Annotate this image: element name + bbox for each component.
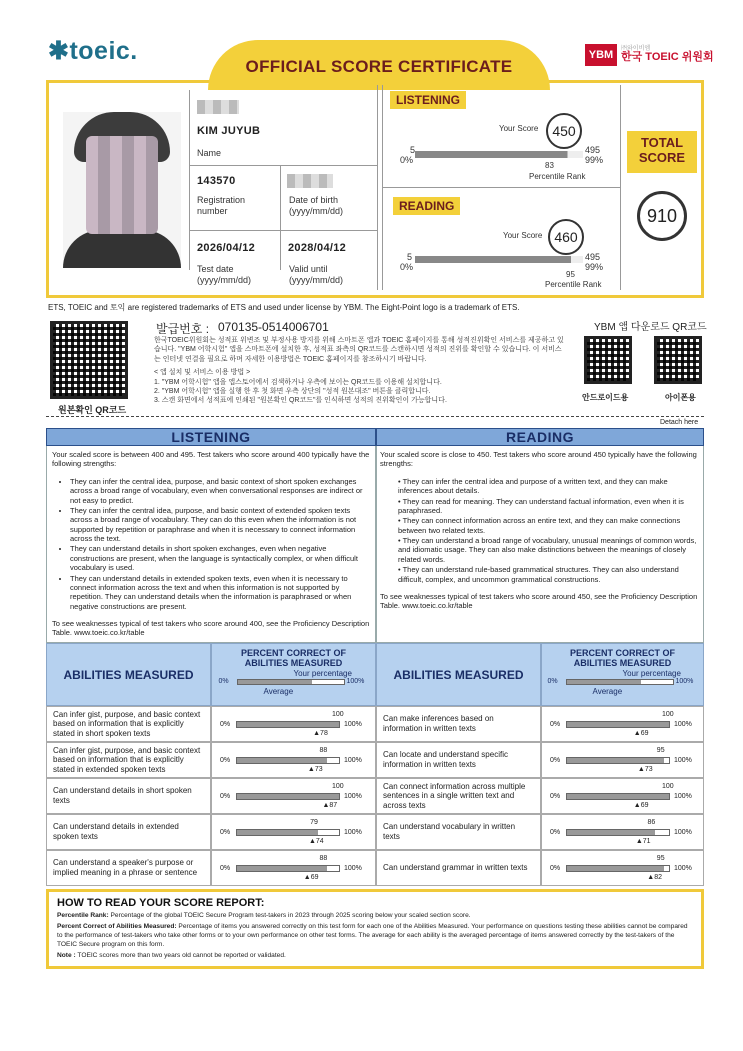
ability-bar-fill xyxy=(567,830,655,835)
candidate-name: KIM JUYUB xyxy=(197,125,261,137)
average-value: ▲73 xyxy=(307,766,323,773)
iphone-label: 아이폰용 xyxy=(665,393,696,402)
ability-bar xyxy=(236,721,340,728)
graph-hundred: 100% xyxy=(344,829,362,836)
graph-zero: 0% xyxy=(220,793,231,800)
graph-hundred: 100% xyxy=(674,829,692,836)
legend-average: Average xyxy=(592,686,623,696)
ability-bar-fill xyxy=(567,722,669,727)
average-value: ▲69 xyxy=(633,802,649,809)
how-to-read-panel xyxy=(46,889,704,969)
percentile-rank-label: Percentile Rank: xyxy=(57,912,109,919)
listening-ability-graph xyxy=(211,814,376,850)
graph-hundred: 100% xyxy=(344,865,362,872)
ability-bar xyxy=(236,829,340,836)
service-step-3: 3. 스캔 화면에서 성적표에 인쇄된 "원본확인 QR코드"를 인식하면 성적의 진위확인이 가능합니다. xyxy=(154,397,447,404)
test-date: 2026/04/12 xyxy=(197,242,256,254)
registration-number: 143570 xyxy=(197,175,236,187)
average-number: 73 xyxy=(314,766,323,773)
grid-line xyxy=(382,187,620,188)
ability-bar xyxy=(236,865,340,872)
verification-intro: 한국TOEIC위원회는 성적표 위변조 및 부정사용 방지를 위해 스마트폰 앱과 TOEIC 홈페이지를 통해 성적진위확인 서비스를 제공하고 있습니다. "YBM 어학시험" 앱을 스마트폰에 설치한 후, 성적표 좌측의 QR코드를 스캔하시면 성적의 진위를 확인할 수 있습니다. 이 서비스는 인터넷 연결을 필요로 하며 자세한 이용방법은 TOEIC 홈페이지를 참조하시기 바랍니다. xyxy=(154,337,564,363)
grid-line xyxy=(280,165,281,270)
reading-ability-text: Can connect information across multiple sentences in a single written text and across texts xyxy=(376,778,541,814)
service-step-1: 1. "YBM 어학시험" 앱을 앱스토어에서 검색하거나 우측에 보이는 QR코드를 이용해 설치합니다. xyxy=(154,379,442,386)
grid-line xyxy=(189,230,377,231)
korean-name-blurred xyxy=(197,100,239,114)
listening-ability-text: Can understand details in short spoken texts xyxy=(46,778,211,814)
reading-score-bar xyxy=(415,256,583,263)
reading-ability-text: Can locate and understand specific information in written texts xyxy=(376,742,541,778)
legend-your-percentage: Your percentage xyxy=(622,668,681,678)
ability-bar xyxy=(236,757,340,764)
reading-ability-graph xyxy=(541,742,704,778)
graph-hundred: 100% xyxy=(674,793,692,800)
graph-zero: 0% xyxy=(220,829,231,836)
ability-bar-fill xyxy=(237,758,327,763)
reading-percent-header xyxy=(541,643,704,706)
grid-line xyxy=(377,85,378,290)
average-value: ▲69 xyxy=(633,730,649,737)
app-qr-title: YBM 앱 다운로드 QR코드 xyxy=(594,322,707,333)
listening-percentile: 83 xyxy=(545,161,554,170)
page-title: OFFICIAL SCORE CERTIFICATE xyxy=(208,40,550,90)
reading-ability-text: Can make inferences based on information in written texts xyxy=(376,706,541,742)
total-score-label: TOTAL SCORE xyxy=(627,131,697,173)
your-percentage-value: 86 xyxy=(647,819,656,826)
howto-service-title: < 앱 설치 및 서비스 이용 방법 > xyxy=(154,369,251,376)
reading-strength: • They can understand a broad range of vocabulary, unusual meanings of common words, and idiomatic usage. They can also make distinctions between the meanings of closely related words. xyxy=(398,536,697,564)
valid-until: 2028/04/12 xyxy=(288,242,347,254)
average-number: 69 xyxy=(640,730,649,737)
grid-line xyxy=(189,165,377,166)
ybm-mark: YBM xyxy=(585,44,617,66)
graph-zero: 0% xyxy=(550,757,561,764)
legend-zero: 0% xyxy=(218,677,229,685)
photo-face-pixelated xyxy=(86,136,158,234)
listening-score-bar xyxy=(415,151,583,158)
reading-ability-graph xyxy=(541,706,704,742)
percentile-rank-text: Percentage of the global TOEIC Secure Program test-takers in 2023 through 2025 scoring below your scaled section score. xyxy=(110,912,471,919)
issue-number-label: 발급번호 : xyxy=(156,322,210,336)
average-number: 87 xyxy=(329,802,338,809)
legend-bar xyxy=(566,679,674,685)
your-percentage-value: 100 xyxy=(662,783,674,790)
percent-correct-label: Percent Correct of Abilities Measured: xyxy=(57,922,177,930)
reading-desc-intro: Your scaled score is close to 450. Test takers who score around 450 typically have the following strengths: xyxy=(380,450,697,469)
listening-max: 495 xyxy=(585,145,601,155)
graph-zero: 0% xyxy=(550,721,561,728)
graph-zero: 0% xyxy=(220,865,231,872)
issue-number: 070135-0514006701 xyxy=(218,320,329,334)
legend-your-percentage: Your percentage xyxy=(293,668,352,678)
average-value: ▲74 xyxy=(308,838,324,845)
graph-hundred: 100% xyxy=(674,757,692,764)
average-value: ▲78 xyxy=(313,730,328,737)
graph-zero: 0% xyxy=(550,793,561,800)
listening-score-title: LISTENING xyxy=(390,91,466,109)
detach-line xyxy=(46,416,704,417)
note-text: TOEIC scores more than two years old cannot be reported or validated. xyxy=(77,951,286,959)
reading-min-pct: 0% xyxy=(400,262,414,272)
ability-bar xyxy=(566,865,670,872)
iphone-qr-code[interactable] xyxy=(654,336,702,384)
listening-ability-text: Can infer gist, purpose, and basic context based on information that is explicitly stated in extended spoken texts xyxy=(46,742,211,778)
legend-hundred: 100% xyxy=(346,677,365,685)
note-label: Note : xyxy=(57,951,76,959)
your-percentage-value: 95 xyxy=(656,747,665,754)
your-percentage-value: 100 xyxy=(332,783,344,790)
ability-bar-fill xyxy=(237,830,318,835)
listening-ability-graph xyxy=(211,850,376,886)
average-value: ▲69 xyxy=(303,874,319,881)
reading-ability-graph xyxy=(541,778,704,814)
your-percentage-value: 100 xyxy=(332,711,344,718)
toeic-logo: ✱toeic. xyxy=(48,37,138,65)
grid-line xyxy=(620,85,621,290)
graph-hundred: 100% xyxy=(344,793,362,800)
how-to-read-title: HOW TO READ YOUR SCORE REPORT: xyxy=(57,897,265,909)
listening-ability-text: Can understand a speaker's purpose or implied meaning in a phrase or sentence xyxy=(46,850,211,886)
android-label: 안드로이드용 xyxy=(582,393,629,402)
listening-ability-graph xyxy=(211,778,376,814)
dob-blurred xyxy=(287,174,333,188)
graph-zero: 0% xyxy=(220,757,231,764)
reading-score-title: READING xyxy=(393,197,460,215)
listening-strength: • They can infer the central idea, purpose, and basic context of short spoken exchanges across a broad range of vocabulary, even when conversational responses are indirect or not easy to predict. xyxy=(70,477,370,505)
graph-hundred: 100% xyxy=(674,865,692,872)
reading-max: 495 xyxy=(585,252,601,262)
listening-your-score-label: Your Score xyxy=(499,124,539,133)
graph-hundred: 100% xyxy=(674,721,692,728)
listening-desc-footer: To see weaknesses typical of test takers who score around 400, see the Proficiency Description Table. www.toeic.co.kr/table xyxy=(52,619,370,638)
percent-correct-text: Percentage of items you answered correctly on this test form for each one of the Abilities Measured. Your performance on questions testing these abilities cannot be compared to the performance of test-takers who take other forms or to your own performance on other test forms. The average for each ability is the averaged percentage of items answered correctly by the test-takers of the TOEIC Secure program on this form. xyxy=(57,922,688,948)
reading-desc-body xyxy=(380,450,700,611)
service-step-2: 2. "YBM 어학시험" 앱을 실행 한 후 첫 화면 우측 상단의 "성적 원본대조" 버튼을 클릭합니다. xyxy=(154,388,431,395)
verification-qr-code[interactable] xyxy=(50,321,128,399)
average-value: ▲82 xyxy=(647,874,662,881)
reading-min: 5 xyxy=(407,252,413,262)
graph-zero: 0% xyxy=(550,829,561,836)
listening-percentile-label: Percentile Rank xyxy=(529,172,586,181)
listening-percent-header xyxy=(211,643,376,706)
listening-strength: • They can understand details in short spoken exchanges, even when negative constructions are present, when the language is syntactically complex, or when difficult vocabulary is used. xyxy=(70,544,370,572)
photo-shoulders xyxy=(63,230,181,268)
average-value: ▲71 xyxy=(635,838,651,845)
grid-line xyxy=(189,90,190,270)
reading-score-circle: 460 xyxy=(548,219,584,255)
reading-strength: • They can infer the central idea and purpose of a written text, and they can make inferences about details. xyxy=(398,476,668,496)
listening-ability-graph xyxy=(211,706,376,742)
valid-until-label: Valid until (yyyy/mm/dd) xyxy=(289,264,343,285)
average-number: 82 xyxy=(654,874,662,881)
listening-abilities-header: ABILITIES MEASURED xyxy=(46,643,211,706)
ability-bar xyxy=(566,721,670,728)
listening-desc-body xyxy=(52,450,370,638)
ability-bar xyxy=(566,793,670,800)
ability-bar-fill xyxy=(237,866,327,871)
android-qr-code[interactable] xyxy=(584,336,632,384)
ability-bar-fill xyxy=(567,866,664,871)
reading-percentile: 95 xyxy=(566,270,575,279)
reading-percentile-label: Percentile Rank xyxy=(545,280,602,289)
ability-bar-fill xyxy=(237,722,339,727)
trademark-notice: ETS, TOEIC and 토익 are registered trademarks of ETS and used under license by YBM. The Eight-Point logo is a trademark of ETS. xyxy=(48,303,520,312)
average-number: 69 xyxy=(640,802,649,809)
graph-hundred: 100% xyxy=(344,757,362,764)
your-percentage-value: 95 xyxy=(656,855,665,862)
your-percentage-value: 88 xyxy=(319,747,328,754)
your-percentage-value: 88 xyxy=(319,855,328,862)
name-label: Name xyxy=(197,148,222,158)
listening-ability-text: Can understand details in extended spoken texts xyxy=(46,814,211,850)
reading-desc-title: READING xyxy=(376,428,704,446)
average-value: ▲73 xyxy=(637,766,653,773)
reading-ability-graph xyxy=(541,814,704,850)
ability-bar xyxy=(566,757,670,764)
listening-strength: • They can understand details in extended spoken texts, even when it is necessary to connect information across the text and when this information is not supported by repetition. They can understand details when the information is paraphrased or when negative constructions are present. xyxy=(70,574,370,612)
reading-ability-graph xyxy=(541,850,704,886)
your-percentage-value: 100 xyxy=(662,711,674,718)
reading-max-pct: 99% xyxy=(585,262,604,272)
reading-strength: • They can read for meaning. They can understand factual information, even when it is paraphrased. xyxy=(398,496,684,515)
reading-your-score-label: Your Score xyxy=(503,231,543,240)
average-number: 71 xyxy=(642,838,651,845)
average-number: 73 xyxy=(644,766,653,773)
listening-min: 5 xyxy=(410,145,416,155)
your-percentage-value: 79 xyxy=(310,819,318,826)
legend-average: Average xyxy=(263,686,294,696)
average-number: 78 xyxy=(320,730,328,737)
listening-ability-text: Can infer gist, purpose, and basic context based on information that is explicitly stated in short spoken texts xyxy=(46,706,211,742)
total-score-circle: 910 xyxy=(637,191,687,241)
listening-max-pct: 99% xyxy=(585,155,604,165)
legend-bar xyxy=(237,679,345,685)
reading-ability-text: Can understand grammar in written texts xyxy=(376,850,541,886)
ability-bar xyxy=(566,829,670,836)
average-number: 69 xyxy=(310,874,319,881)
test-date-label: Test date (yyyy/mm/dd) xyxy=(197,264,251,285)
percent-header-title: PERCENT CORRECT OF ABILITIES MEASURED xyxy=(569,648,675,668)
ability-bar-fill xyxy=(567,758,664,763)
average-number: 74 xyxy=(315,838,324,845)
reading-strength: • They can connect information across an entire text, and they can make connections between two related texts. xyxy=(398,516,681,535)
listening-strength: • They can infer the central idea, purpose, and basic context of extended spoken texts across a broad range of vocabulary. They can do this even when the information is not supported by repetition or paraphrase and when it is necessary to connect information across the text. xyxy=(70,506,370,544)
graph-hundred: 100% xyxy=(344,721,362,728)
ybm-org: ㈜와이비엠 한국 TOEIC 위원회 xyxy=(621,46,714,64)
detach-label: Detach here xyxy=(660,419,699,426)
percent-header-title: PERCENT CORRECT OF ABILITIES MEASURED xyxy=(240,648,346,668)
listening-desc-title: LISTENING xyxy=(46,428,376,446)
dob-label: Date of birth (yyyy/mm/dd) xyxy=(289,195,343,216)
reading-abilities-header: ABILITIES MEASURED xyxy=(376,643,541,706)
verification-qr-label: 원본확인 QR코드 xyxy=(58,405,127,415)
graph-zero: 0% xyxy=(550,865,561,872)
ybm-logo xyxy=(585,44,714,66)
listening-score-circle: 450 xyxy=(546,113,582,149)
listening-ability-graph xyxy=(211,742,376,778)
ability-bar-fill xyxy=(237,794,339,799)
graph-zero: 0% xyxy=(220,721,231,728)
reading-ability-text: Can understand vocabulary in written texts xyxy=(376,814,541,850)
legend-zero: 0% xyxy=(547,677,558,685)
listening-desc-intro: Your scaled score is between 400 and 495. Test takers who score around 400 typically have the following strengths: xyxy=(52,450,370,469)
reading-desc-footer: To see weaknesses typical of test takers who score around 450, see the Proficiency Description Table. www.toeic.co.kr/table xyxy=(380,591,698,611)
average-value: ▲87 xyxy=(322,802,338,809)
ability-bar-fill xyxy=(567,794,669,799)
ability-bar xyxy=(236,793,340,800)
listening-min-pct: 0% xyxy=(400,155,414,165)
reading-strength: • They can understand rule-based grammatical structures. They can also understand difficult, complex, and uncommon grammatical constructions. xyxy=(398,565,679,584)
legend-hundred: 100% xyxy=(675,677,694,685)
registration-label: Registration number xyxy=(197,195,246,216)
